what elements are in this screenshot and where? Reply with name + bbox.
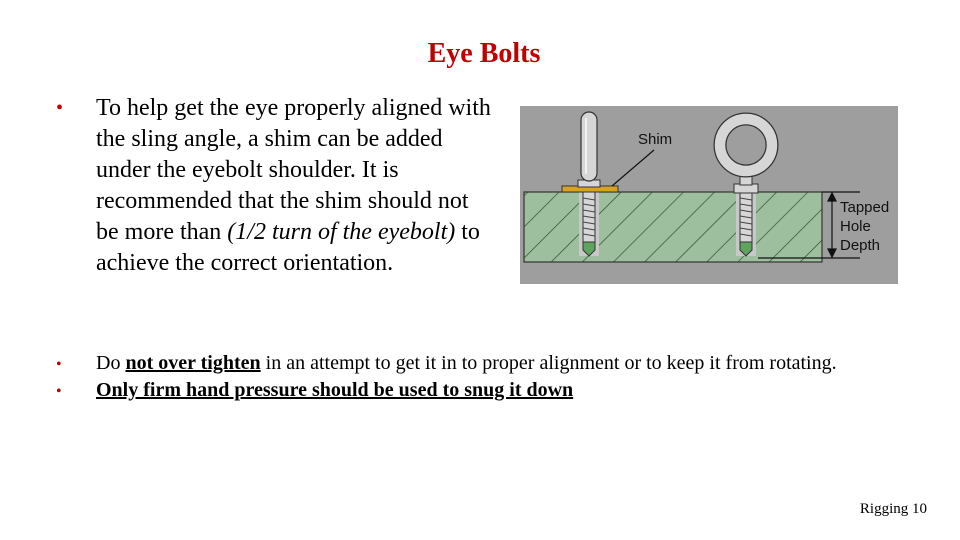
- bullet-list-bottom: [56, 350, 876, 404]
- bullet-list-top: [56, 93, 496, 279]
- bullet-dot: •: [56, 356, 62, 373]
- bullet-text: To help get the eye properly aligned with the sling angle, a shim can be added under the eyebolt shoulder. It is recommended that the shim should not be more than: [96, 95, 491, 245]
- shim-label: Shim: [638, 131, 673, 148]
- bullet-text-emphasis: not over tighten: [125, 352, 261, 374]
- slide-title: Eye Bolts: [427, 38, 541, 69]
- bolt-shank-left: [583, 192, 595, 248]
- material-block: [524, 192, 822, 262]
- bullet-dot: •: [56, 383, 62, 400]
- bullet-item-hand-pressure: [56, 377, 876, 404]
- slide-footer: Rigging 10: [859, 501, 927, 517]
- bullet-text-italic: (1/2 turn of the eyebolt): [227, 219, 456, 245]
- depth-label-line2: Hole: [840, 218, 871, 235]
- bullet-text: to achieve the correct orientation.: [96, 219, 480, 276]
- eyebolt-diagram: [520, 106, 898, 284]
- eyebolt-eye-left: [581, 112, 597, 181]
- depth-label-line1: Tapped: [840, 199, 890, 216]
- bolt-shank-right: [740, 192, 752, 248]
- bullet-item-shim: [56, 93, 496, 279]
- bullet-text: in an attempt to get it in to proper alignment or to keep it from rotating.: [260, 352, 837, 374]
- bullet-text: Do: [96, 352, 126, 374]
- bullet-item-tighten: [56, 350, 876, 377]
- depth-label-line3: Depth: [840, 237, 881, 254]
- bullet-dot: •: [56, 97, 64, 119]
- bullet-text-emphasis: Only firm hand pressure should be used to snug it down: [96, 379, 574, 401]
